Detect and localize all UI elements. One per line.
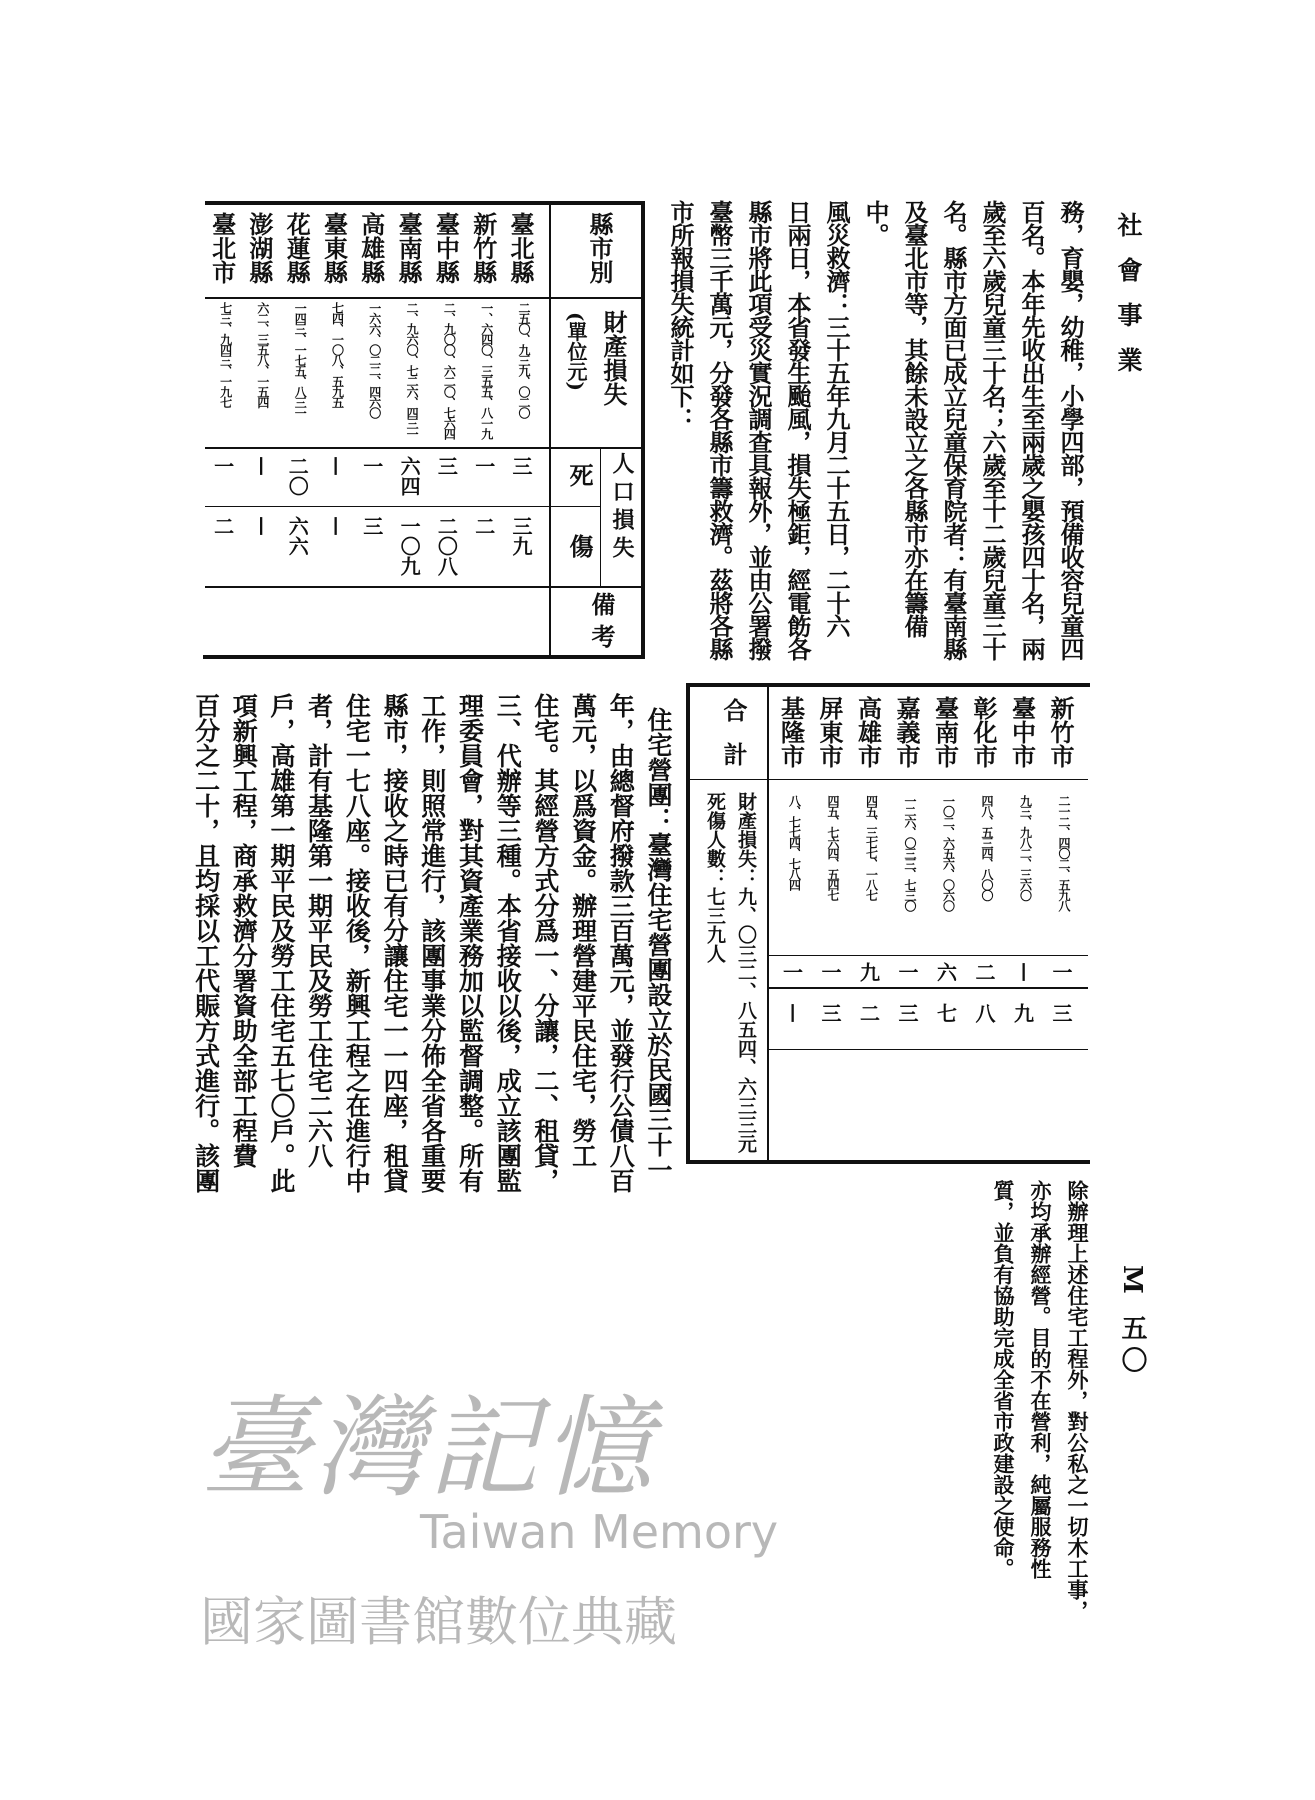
row-injured: 七 [933, 1003, 958, 1023]
row-property: 四八、五三四、八〇〇 [980, 795, 994, 900]
table-rule [205, 586, 641, 588]
row-property: 七四、一〇八、五九五 [330, 302, 345, 407]
row-dead: 一 [895, 962, 919, 982]
text-line: 歲至六歲兒童三十名；六歲至十二歲兒童三十 [978, 200, 1007, 660]
table-rule [768, 955, 1088, 956]
row-property: 一、六四〇、三五五、八一九 [479, 302, 494, 439]
text-line: 縣市將此項受災實況調查具報外，並由公署撥 [744, 200, 773, 660]
table-rule [203, 655, 645, 659]
table-rule [205, 447, 641, 449]
row-property: 四五、七六四、五四七 [826, 795, 840, 900]
row-injured: 三 [895, 1003, 919, 1023]
row-dead: 九 [856, 962, 881, 982]
row-property: 九三、九八二、三六〇 [1018, 795, 1033, 900]
row-property: 二、九〇〇、六二〇、七六四 [442, 302, 457, 439]
table-rule [688, 683, 1090, 687]
table-rule [686, 1160, 1090, 1164]
row-name: 澎湖縣 [244, 212, 274, 284]
text-line: 及臺北市等，其餘未設立之各縣市亦在籌備 [900, 200, 929, 637]
row-property: 八、七七四、七八四 [787, 795, 802, 890]
total-label: 合計 [719, 698, 748, 786]
header-injured: 傷 [565, 534, 594, 558]
header-region: 縣市別 [585, 212, 614, 284]
text-line: 項新興工程，商承救濟分署資助全部工程費 [229, 693, 259, 1168]
row-name: 花蓮縣 [282, 212, 312, 284]
table-rule [205, 201, 645, 205]
section-title: 社會事業 [1114, 212, 1143, 392]
text-line: 萬元，以爲資金。辦理營建平民住宅，勞工 [568, 693, 598, 1168]
text-line: 者，計有基隆第一期平民及勞工住宅二六八 [304, 693, 334, 1168]
row-name: 嘉義市 [892, 696, 921, 768]
text-line: 百分之二十，且均採以工代賑方式進行。該團 [191, 693, 221, 1193]
row-name: 新竹市 [1046, 696, 1075, 768]
row-property: 一〇二、六五六、〇六〇 [941, 795, 956, 911]
text-line: 住宅一七八座。接收後，新興工程之在進行中 [342, 693, 372, 1193]
row-name: 臺北縣 [506, 212, 535, 284]
row-injured: 二 [471, 516, 496, 536]
closing-text [985, 1180, 1096, 1621]
text-line: 工作，則照常進行，該團事業分佈全省各重要 [417, 693, 447, 1193]
row-property: 一四三、一七五、八三一 [293, 302, 308, 418]
table-rule [686, 683, 690, 1164]
housing-corporation-text [187, 693, 677, 1193]
table-rule [768, 1049, 1088, 1050]
row-dead: 三 [434, 456, 459, 476]
row-injured: — [325, 516, 350, 536]
row-injured: — [250, 516, 275, 536]
row-name: 基隆市 [776, 696, 806, 768]
row-dead: — [1013, 962, 1038, 982]
text-line: 縣市，接收之時已有分讓住宅一一四座，租貸 [380, 693, 410, 1193]
watermark-institution: 國家圖書館數位典藏 [200, 1592, 677, 1653]
row-name: 臺北市 [207, 212, 237, 284]
text-line: 市所報損失統計如下： [666, 200, 695, 430]
row-injured: 九 [1010, 1003, 1035, 1023]
table-rule [205, 506, 600, 507]
row-dead: 六四 [397, 456, 422, 496]
row-name: 屏東市 [815, 696, 844, 768]
row-injured: 二〇八 [434, 516, 459, 576]
row-property: 七三、九四三、一九七 [218, 302, 233, 407]
row-dead: 一 [1049, 962, 1073, 982]
watermark-title: 臺灣記憶 [200, 1384, 656, 1512]
row-property: 二五〇、九三九、〇二〇 [517, 302, 531, 418]
row-property: 六二、三五八、一五四 [255, 302, 270, 407]
text-line: 風災救濟：三十五年九月二十五日，二十六 [822, 200, 851, 637]
row-dead: 三 [509, 456, 533, 476]
row-injured: 一〇九 [397, 516, 422, 576]
row-name: 高雄市 [853, 696, 883, 768]
row-dead: 二 [972, 962, 996, 982]
row-injured: 三 [818, 1003, 842, 1023]
table-rule [600, 448, 601, 586]
row-name: 臺東縣 [319, 212, 349, 284]
header-remarks: 備考 [587, 592, 616, 656]
row-injured: 八 [972, 1003, 996, 1023]
text-line: 住宅。其經營方式分爲一、分讓，二、租貸， [530, 693, 560, 1193]
row-property: 一二六、〇三三、七三〇 [903, 795, 917, 911]
row-injured: 三 [359, 516, 384, 536]
row-injured: 二 [210, 516, 235, 536]
row-name: 彰化市 [969, 696, 998, 768]
total-property: 財產損失：九、〇三二、八五四、六三三元 [735, 792, 757, 1153]
text-line: 百名。本年先收出生至兩歲之嬰孩四十名，兩 [1017, 200, 1046, 660]
row-name: 臺中市 [1007, 696, 1037, 768]
row-dead: — [250, 456, 275, 476]
text-line: 戶，高雄第一期平民及勞工住宅五七〇戶。此 [266, 693, 296, 1193]
text-line: 日兩日，本省發生颱風，損失極鉅，經電飭各 [783, 200, 812, 660]
text-line: 務，育嬰，幼稚，小學四部，預備收容兒童四 [1056, 200, 1085, 660]
text-line: 三、代辦等三種。本省接收以後，成立該團監 [493, 693, 523, 1193]
text-line: 中。 [861, 200, 890, 246]
row-name: 新竹縣 [468, 212, 498, 284]
row-dead: 二〇 [285, 456, 310, 496]
row-property: 一六六、〇二二、四六〇 [367, 302, 382, 418]
table-rule [549, 203, 551, 657]
row-property: 四五、三七七、一八七 [864, 795, 879, 900]
table-rule [205, 297, 641, 299]
table-rule [767, 685, 769, 1162]
row-dead: 一 [471, 456, 496, 476]
text-line: 除辦理上述住宅工程外，對公私之一切木工事， [1065, 1180, 1090, 1621]
row-injured: 三 [1049, 1003, 1073, 1023]
row-injured: 二 [856, 1003, 881, 1023]
watermark-english: Taiwan Memory [420, 1505, 779, 1559]
header-population: 人口損失 [609, 452, 635, 564]
text-line: 名。縣市方面已成立兒童保育院者：有臺南縣 [939, 200, 968, 660]
table-rule [768, 987, 1088, 989]
header-dead: 死 [565, 463, 594, 487]
row-dead: 一 [359, 456, 384, 476]
row-name: 臺南縣 [394, 212, 424, 284]
text-line: 質，並負有協助完成全省市政建設之使命。 [991, 1180, 1016, 1579]
row-dead: 一 [818, 962, 842, 982]
header-unit: (單位元) [564, 312, 588, 391]
header-property: 財產損失 [599, 310, 628, 406]
row-name: 高雄縣 [356, 212, 386, 284]
text-line: 住宅營團：臺灣住宅營團設立於民國三十一 [644, 707, 673, 1182]
row-property: 二、九六〇、七二六、四三一 [405, 302, 420, 439]
total-casualties: 死傷人數：七三九人 [704, 792, 726, 963]
text-line: 年，由總督府撥款三百萬元，並發行公債八百 [606, 693, 636, 1193]
page-number: M 五〇 [1117, 1265, 1147, 1379]
row-name: 臺中縣 [431, 212, 461, 284]
text-line: 臺幣三千萬元，分發各縣市籌救濟。茲將各縣 [705, 200, 734, 660]
child-welfare-and-typhoon-text [661, 200, 1090, 660]
row-injured: 六六 [285, 516, 310, 556]
row-dead: — [325, 456, 350, 476]
row-injured: — [782, 1003, 807, 1023]
row-dead: 一 [210, 456, 235, 476]
row-property: 二一二、四〇二、五九八 [1057, 795, 1071, 911]
row-injured: 三九 [509, 516, 533, 556]
row-name: 臺南市 [930, 696, 960, 768]
row-dead: 六 [933, 962, 958, 982]
text-line: 亦均承辦經營。目的不在營利，純屬服務性 [1028, 1180, 1053, 1579]
text-line: 理委員會，對其資產業務加以監督調整。所有 [455, 693, 485, 1193]
table-rule [641, 201, 645, 659]
row-dead: 一 [779, 962, 804, 982]
